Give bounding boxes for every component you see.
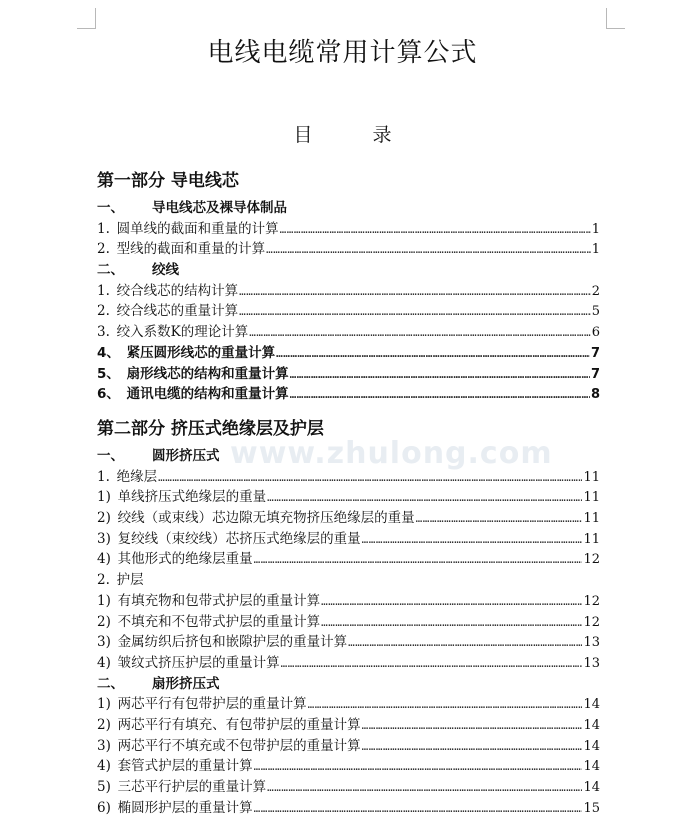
toc-entry-text: 椭圆形护层的重量计算 xyxy=(117,799,253,816)
toc-entry-text: 扇形线芯的结构和重量计算 xyxy=(126,365,289,382)
toc-entry-number: 2) xyxy=(97,510,111,527)
toc-section[interactable] xyxy=(97,674,600,695)
toc-entry-text: 两芯平行有填充、有包带护层的重量计算 xyxy=(117,716,361,733)
dot-leader xyxy=(362,716,583,737)
toc-page-number: 14 xyxy=(583,780,600,795)
toc-entry-number: 3) xyxy=(97,737,111,754)
dot-leader xyxy=(276,344,590,365)
toc-entry-number: 3) xyxy=(97,634,111,651)
toc-entry-number: 一、 xyxy=(97,448,124,464)
toc-entry-text: 绞线（或束线）芯边隙无填充物挤压绝缘层的重量 xyxy=(117,510,415,527)
dot-leader xyxy=(308,695,583,716)
toc-entry-text: 有填充物和包带式护层的重量计算 xyxy=(117,592,321,609)
toc-entry-number: 2) xyxy=(97,716,111,733)
toc-page-number: 15 xyxy=(583,800,600,816)
toc-entry-number: 二、 xyxy=(97,262,124,279)
part-title: 第一部分 导电线芯 xyxy=(97,171,239,191)
toc-entry[interactable] xyxy=(97,756,600,777)
toc-entry-text: 两芯平行有包带护层的重量计算 xyxy=(117,696,307,713)
dot-leader xyxy=(290,385,590,406)
toc-page-number: 13 xyxy=(583,655,600,671)
toc-entry-number: 4) xyxy=(97,551,111,568)
toc-entry-number: 2. xyxy=(97,303,110,320)
toc-entry-number: 5) xyxy=(97,779,111,795)
toc-entry-number: 2. xyxy=(97,241,110,258)
toc-entry[interactable] xyxy=(97,694,600,715)
toc-entry-text: 三芯平行护层的重量计算 xyxy=(117,779,267,795)
toc-entry[interactable] xyxy=(97,487,600,508)
toc-page-number: 11 xyxy=(583,490,600,506)
dot-leader xyxy=(321,613,582,634)
toc-page-number: 2 xyxy=(591,283,600,299)
toc-entry-number: 1. xyxy=(97,282,110,299)
watermark: www.zhulong.com xyxy=(230,436,553,471)
toc-entry-text: 套管式护层的重量计算 xyxy=(117,758,253,775)
toc-entry-number: 6) xyxy=(97,799,111,816)
toc-entry[interactable] xyxy=(97,653,600,674)
toc-list-part-2 xyxy=(97,446,600,818)
toc-entry-number: 1. xyxy=(97,220,110,237)
toc-entry-number: 1) xyxy=(97,592,111,609)
toc-entry-text: 绝缘层 xyxy=(116,468,158,485)
toc-entry[interactable] xyxy=(97,219,600,240)
toc-entry-text: 绞入系数K的理论计算 xyxy=(116,324,249,341)
toc-entry-text: 导电线芯及裸导体制品 xyxy=(152,200,287,216)
dot-leader xyxy=(267,778,582,799)
toc-page-number: 14 xyxy=(583,759,600,775)
toc-page-number: 14 xyxy=(583,697,600,713)
toc-entry-number: 二、 xyxy=(97,675,124,692)
toc-entry[interactable] xyxy=(97,632,600,653)
toc-heading: 目录 xyxy=(293,124,452,146)
crop-mark-right xyxy=(606,8,625,29)
toc-entry-text: 其他形式的绝缘层重量 xyxy=(117,551,253,568)
toc-entry-number: 4) xyxy=(97,758,111,775)
toc-page-number: 13 xyxy=(583,635,600,651)
dot-leader xyxy=(321,592,582,613)
toc-entry-text: 护层 xyxy=(116,572,144,589)
toc-entry-number: 一、 xyxy=(97,200,124,216)
toc-entry[interactable] xyxy=(97,736,600,757)
toc-entry-number: 3) xyxy=(97,530,111,547)
toc-entry-number: 5、 xyxy=(97,365,120,382)
toc-entry[interactable] xyxy=(97,612,600,633)
toc-entry[interactable] xyxy=(97,322,600,343)
toc-entry-text: 圆单线的截面和重量的计算 xyxy=(116,220,279,237)
toc-entry[interactable] xyxy=(97,239,600,260)
toc-page-number: 7 xyxy=(590,345,600,361)
dot-leader xyxy=(348,633,582,654)
toc-entry-number: 1. xyxy=(97,468,110,485)
toc-section[interactable] xyxy=(97,198,600,219)
toc-entry-number: 4、 xyxy=(97,344,120,361)
toc-entry[interactable] xyxy=(97,467,600,488)
toc-entry[interactable] xyxy=(97,281,600,302)
toc-page-number: 14 xyxy=(583,738,600,754)
toc-entry-text: 绞合线芯的结构计算 xyxy=(116,282,239,299)
toc-entry-text: 圆形挤压式 xyxy=(152,448,220,464)
dot-leader xyxy=(266,240,591,261)
dot-leader xyxy=(416,509,583,530)
dot-leader xyxy=(281,654,583,675)
dot-leader xyxy=(254,550,583,571)
toc-page-number: 5 xyxy=(591,304,600,320)
toc-page-number: 11 xyxy=(583,531,600,547)
toc-entry[interactable] xyxy=(97,364,600,385)
dot-leader xyxy=(249,323,590,344)
toc-page-number: 1 xyxy=(591,221,600,237)
toc-entry[interactable] xyxy=(97,715,600,736)
dot-leader xyxy=(362,530,583,551)
toc-entry-text: 通讯电缆的结构和重量计算 xyxy=(126,386,289,403)
dot-leader xyxy=(290,365,590,386)
toc-page-number: 11 xyxy=(583,469,600,485)
toc-entry-number: 1) xyxy=(97,489,111,506)
toc-entry[interactable] xyxy=(97,549,600,570)
toc-entry[interactable] xyxy=(97,591,600,612)
toc-page-number: 14 xyxy=(583,717,600,733)
toc-entry-number: 2. xyxy=(97,572,110,589)
toc-entry-text: 金属纺织后挤包和嵌隙护层的重量计算 xyxy=(117,634,348,651)
dot-leader xyxy=(362,737,583,758)
toc-entry[interactable] xyxy=(97,570,600,591)
toc-entry-text: 复绞线（束绞线）芯挤压式绝缘层的重量 xyxy=(117,530,361,547)
toc-section[interactable] xyxy=(97,446,600,467)
toc-entry-number: 4) xyxy=(97,654,111,671)
toc-entry[interactable] xyxy=(97,301,600,322)
toc-entry-number: 2) xyxy=(97,613,111,630)
toc-entry-text: 绞线 xyxy=(152,262,179,279)
toc-page-number: 6 xyxy=(591,325,600,341)
toc-section[interactable] xyxy=(97,260,600,281)
toc-page-number: 8 xyxy=(590,387,600,403)
toc-entry-text: 型线的截面和重量的计算 xyxy=(116,241,266,258)
toc-entry[interactable] xyxy=(97,508,600,529)
document-title: 电线电缆常用计算公式 xyxy=(207,38,478,68)
dot-leader xyxy=(254,757,583,778)
toc-entry-number: 6、 xyxy=(97,386,120,403)
toc-page-number: 12 xyxy=(583,593,600,609)
dot-leader xyxy=(280,220,591,241)
toc-entry-text: 单线挤压式绝缘层的重量 xyxy=(117,489,267,506)
toc-entry-text: 紧压圆形线芯的重量计算 xyxy=(126,344,276,361)
dot-leader xyxy=(239,282,591,303)
toc-entry[interactable] xyxy=(97,777,600,798)
part-title: 第二部分 挤压式绝缘层及护层 xyxy=(97,419,324,439)
toc-entry-number: 1) xyxy=(97,696,111,713)
toc-page-number: 7 xyxy=(590,366,600,382)
dot-leader xyxy=(158,468,582,489)
dot-leader xyxy=(239,302,591,323)
crop-mark-left xyxy=(77,8,96,29)
toc-entry[interactable] xyxy=(97,529,600,550)
toc-entry-text: 皱纹式挤压护层的重量计算 xyxy=(117,654,280,671)
toc-entry[interactable] xyxy=(97,343,600,364)
toc-entry[interactable] xyxy=(97,798,600,819)
toc-entry-text: 两芯平行不填充或不包带护层的重量计算 xyxy=(117,737,361,754)
toc-entry-text: 绞合线芯的重量计算 xyxy=(116,303,239,320)
toc-page-number: 1 xyxy=(591,242,600,258)
toc-list-part-1 xyxy=(97,198,600,405)
toc-entry[interactable] xyxy=(97,384,600,405)
dot-leader xyxy=(254,799,583,820)
toc-entry-number: 3. xyxy=(97,324,110,341)
toc-page-number: 12 xyxy=(583,614,600,630)
toc-entry-text: 不填充和不包带式护层的重量计算 xyxy=(117,613,321,630)
toc-page-number: 11 xyxy=(583,511,600,527)
dot-leader xyxy=(267,488,582,509)
toc-entry-text: 扇形挤压式 xyxy=(152,675,220,692)
toc-page-number: 12 xyxy=(583,552,600,568)
